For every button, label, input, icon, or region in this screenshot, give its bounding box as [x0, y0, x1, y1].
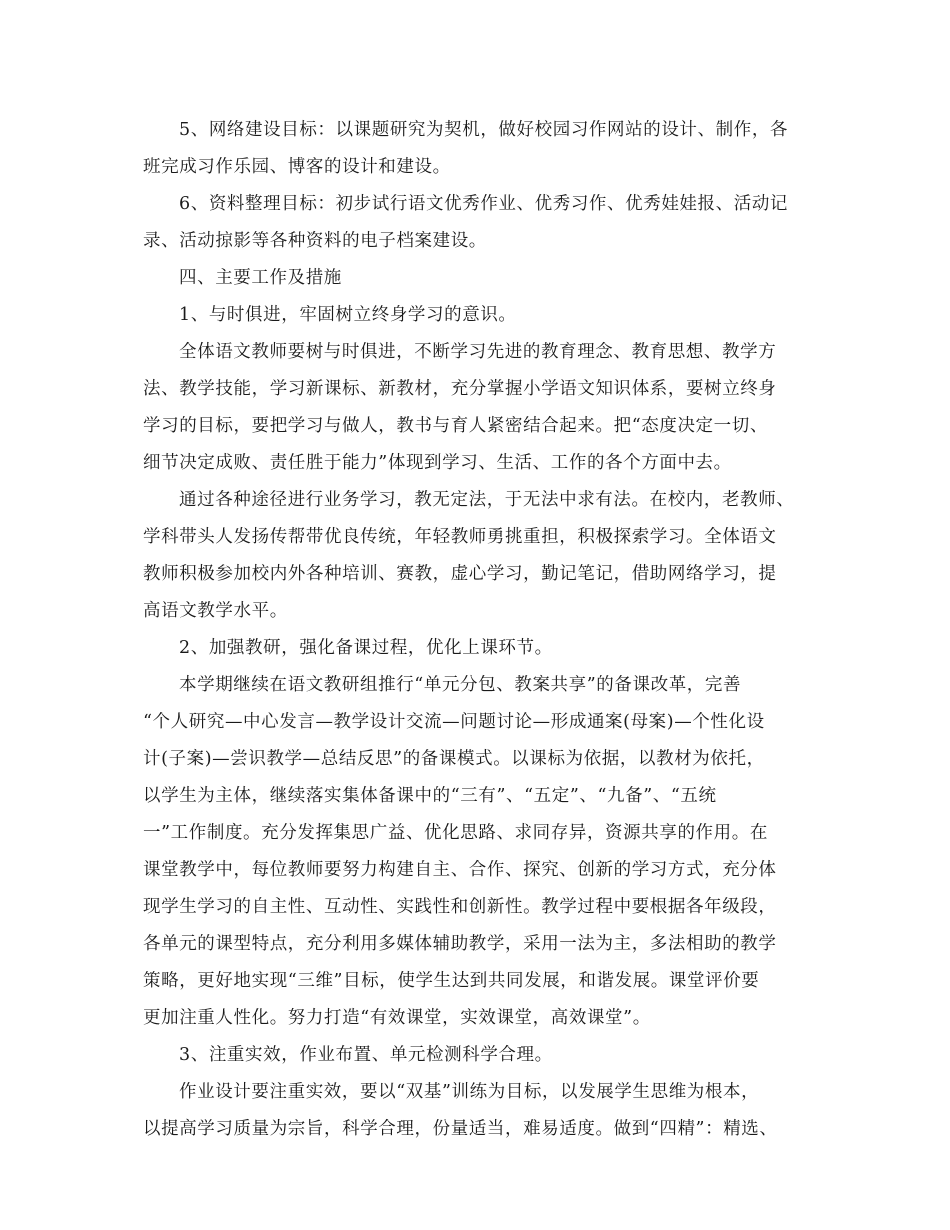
text-line: 学习的目标，要把学习与做人，教书与育人紧密结合起来。把“态度决定一切、	[143, 416, 768, 436]
text-line: 细节决定成败、责任胜于能力”体现到学习、生活、工作的各个方面中去。	[143, 453, 732, 473]
text-line: 通过各种途径进行业务学习，教无定法，于无法中求有法。在校内，老教师、	[179, 490, 795, 510]
text-line: 班完成习作乐园、博客的设计和建设。	[143, 157, 451, 177]
text-line: 5、网络建设目标：以课题研究为契机，做好校园习作网站的设计、制作，各	[179, 120, 789, 140]
section-heading: 四、主要工作及措施	[179, 268, 342, 288]
text-line: 更加注重人性化。努力打造“有效课堂，实效课堂，高效课堂”。	[143, 1008, 651, 1028]
text-line: 全体语文教师要树与时俱进，不断学习先进的教育理念、教育思想、教学方	[179, 342, 777, 362]
subsection-heading: 1、与时俱进，牢固树立终身学习的意识。	[179, 305, 517, 325]
text-line: 学科带头人发扬传帮带优良传统，年轻教师勇挑重担，积极探索学习。全体语文	[143, 527, 777, 547]
subsection-heading: 2、加强教研，强化备课过程，优化上课环节。	[179, 638, 553, 658]
text-line: 作业设计要注重实效，要以“双基”训练为目标，以发展学生思维为根本，	[179, 1082, 760, 1102]
text-line: 计(子案)—尝识教学—总结反思”的备课模式。以课标为依据，以教材为依托，	[143, 749, 765, 769]
subsection-heading: 3、注重实效，作业布置、单元检测科学合理。	[179, 1045, 553, 1065]
text-line: 各单元的课型特点，充分利用多媒体辅助教学，采用一法为主，多法相助的教学	[143, 934, 777, 954]
text-line: 教师积极参加校内外各种培训、赛教，虚心学习，勤记笔记，借助网络学习，提	[143, 564, 777, 584]
text-line: 录、活动掠影等各种资料的电子档案建设。	[143, 231, 487, 251]
document-body	[143, 112, 808, 1148]
text-line: 以提高学习质量为宗旨，科学合理，份量适当，难易适度。做到“四精”：精选、	[143, 1119, 778, 1139]
text-line: 6、资料整理目标：初步试行语文优秀作业、优秀习作、优秀娃娃报、活动记	[179, 194, 789, 214]
text-line: 策略，更好地实现“三维”目标，使学生达到共同发展，和谐发展。课堂评价要	[143, 971, 760, 991]
text-line: 以学生为主体，继续落实集体备课中的“三有”、“五定”、“九备”、“五统	[143, 786, 717, 806]
text-line: 高语文教学水平。	[143, 601, 288, 621]
text-line: 一”工作制度。充分发挥集思广益、优化思路、求同存异，资源共享的作用。在	[143, 823, 768, 843]
text-line: “个人研究—中心发言—教学设计交流—问题讨论—形成通案(母案)—个性化设	[143, 712, 765, 732]
text-line: 本学期继续在语文教研组推行“单元分包、教案共享”的备课改革，完善	[179, 675, 742, 695]
text-line: 现学生学习的自主性、互动性、实践性和创新性。教学过程中要根据各年级段，	[143, 897, 777, 917]
text-line: 课堂教学中，每位教师要努力构建自主、合作、探究、创新的学习方式，充分体	[143, 860, 777, 880]
text-line: 法、教学技能，学习新课标、新教材，充分掌握小学语文知识体系，要树立终身	[143, 379, 777, 399]
